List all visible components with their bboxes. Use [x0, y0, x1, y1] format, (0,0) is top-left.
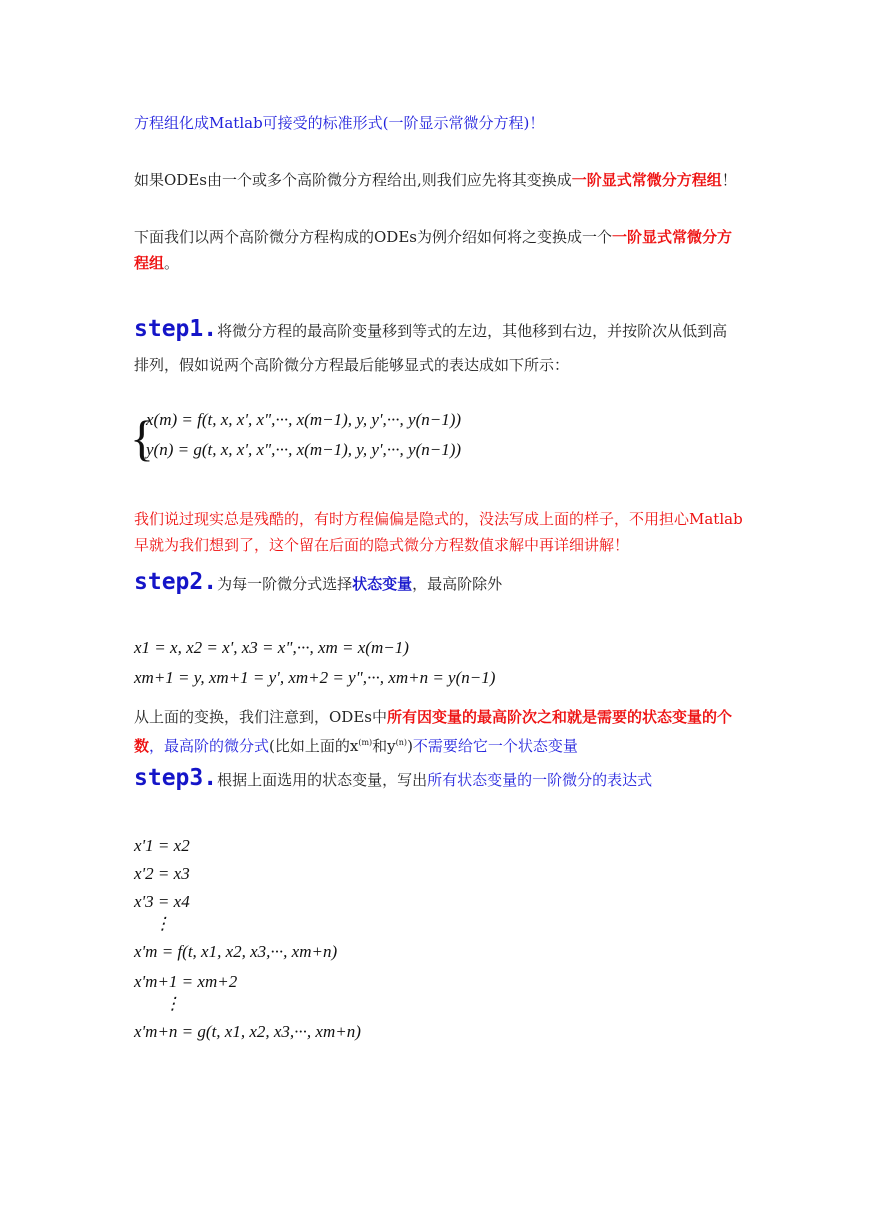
equation-3-vdots-2: ⋮ — [164, 994, 181, 1013]
equation-3-line-2: x'2 = x3 — [134, 864, 190, 883]
step2-block — [134, 566, 502, 600]
note-red — [134, 506, 743, 558]
equation-3-line-3: x'3 = x4 — [134, 892, 190, 911]
para3-sup-m: (m) — [358, 738, 373, 747]
para3 — [134, 704, 744, 759]
para3-highlight-2: 数 — [134, 737, 150, 755]
step1-block — [134, 312, 727, 382]
para3-mid: (比如上面的x — [269, 737, 359, 755]
equation-1-line-1: x(m) = f(t, x, x', x",···, x(m−1), y, y',···, y(n−1)) — [146, 410, 462, 429]
para2-highlight-1: 一阶显式常微分方 — [611, 228, 732, 246]
equation-2-line-1: x1 = x, x2 = x', x3 = x",···, xm = x(m−1) — [134, 638, 409, 657]
equation-brace: { — [130, 410, 154, 466]
step2-label: step2. — [134, 569, 218, 595]
para3-highlight-1: 所有因变量的最高阶次之和就是需要的状态变量的个 — [386, 708, 732, 726]
para3-and: 和y — [372, 737, 396, 755]
para3-text: 从上面的变换，我们注意到，ODEs中 — [134, 708, 387, 726]
step3-block — [134, 762, 652, 796]
step2-end: ，最高阶除外 — [412, 575, 503, 593]
step3-highlight: 所有状态变量的一阶微分的表达式 — [427, 771, 653, 789]
para1-highlight: 一阶显式常微分方程组 — [571, 171, 722, 189]
step3-label: step3. — [134, 765, 218, 791]
equation-3-line-4: x'm = f(t, x1, x2, x3,···, xm+n) — [134, 942, 338, 961]
step2-highlight: 状态变量 — [352, 575, 413, 593]
equation-3-vdots-1: ⋮ — [154, 914, 171, 933]
step1-label: step1. — [134, 316, 218, 342]
para2-end: 。 — [164, 254, 180, 272]
para1-end: ！ — [721, 171, 737, 189]
para2-highlight-2: 程组 — [134, 254, 165, 272]
para1 — [134, 167, 737, 193]
step1-text-2: 排列，假如说两个高阶微分方程最后能够显式的表达成如下所示： — [134, 356, 570, 374]
equation-1-line-2: y(n) = g(t, x, x', x",···, x(m−1), y, y',···, y(n−1)) — [146, 440, 462, 459]
para3-sup-n: (n) — [395, 738, 408, 747]
para3-close: ) — [407, 737, 413, 755]
step1-text-1: 将微分方程的最高阶变量移到等式的左边，其他移到右边，并按阶次从低到高 — [217, 322, 728, 340]
intro-line: 方程组化成Matlab可接受的标准形式(一阶显示常微分方程)！ — [134, 114, 545, 132]
para2 — [134, 224, 744, 276]
equation-3-line-6: x'm+n = g(t, x1, x2, x3,···, xm+n) — [134, 1022, 361, 1041]
equation-3-line-5: x'm+1 = xm+2 — [134, 972, 238, 991]
equation-2-line-2: xm+1 = y, xm+1 = y', xm+2 = y",···, xm+n = y(n−1) — [134, 668, 496, 687]
step3-text: 根据上面选用的状态变量，写出 — [217, 771, 428, 789]
step2-text: 为每一阶微分式选择 — [217, 575, 353, 593]
note-red-line-2: 早就为我们想到了，这个留在后面的隐式微分方程数值求解中再详细讲解！ — [134, 536, 630, 554]
equation-3-line-1: x'1 = x2 — [134, 836, 190, 855]
para3-blue-2: 不需要给它一个状态变量 — [412, 737, 578, 755]
note-red-line-1: 我们说过现实总是残酷的，有时方程偏偏是隐式的，没法写成上面的样子，不用担心Matlab — [134, 510, 743, 528]
para1-text: 如果ODEs由一个或多个高阶微分方程给出,则我们应先将其变换成 — [134, 171, 572, 189]
para3-blue-1: ，最高阶的微分式 — [149, 737, 270, 755]
para2-text: 下面我们以两个高阶微分方程构成的ODEs为例介绍如何将之变换成一个 — [134, 228, 612, 246]
